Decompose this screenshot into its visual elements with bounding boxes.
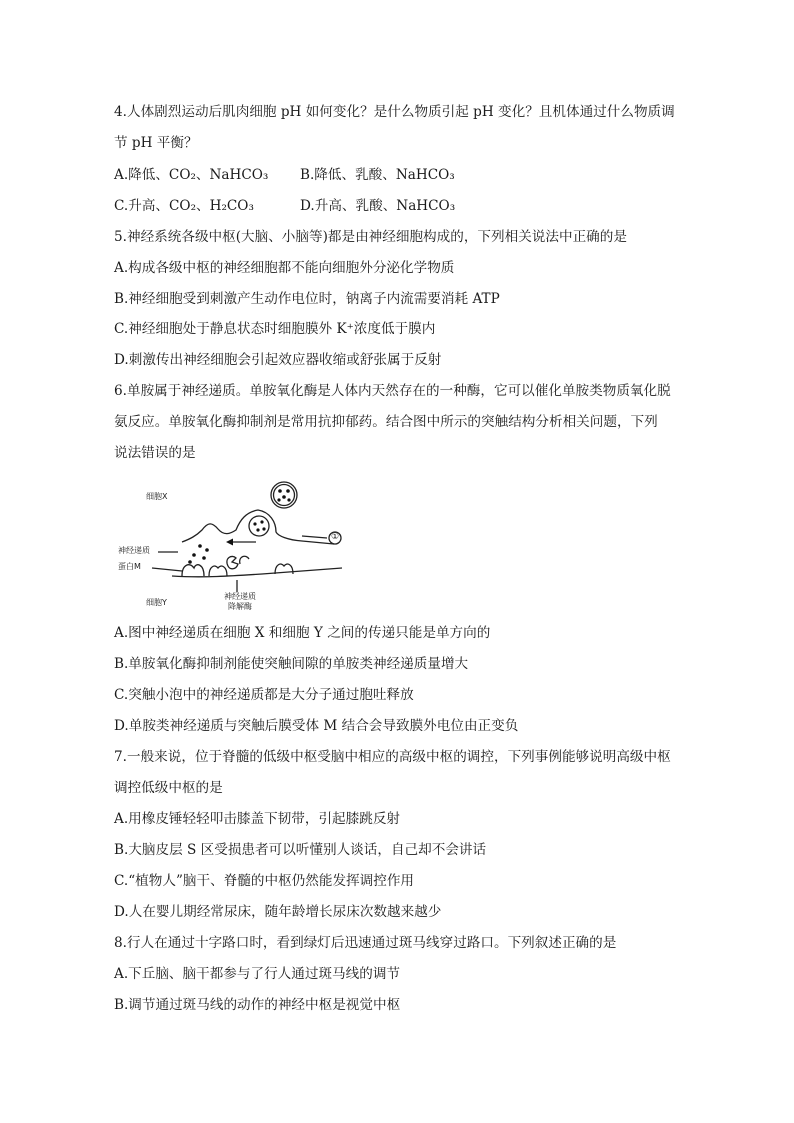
q5-option-d: D.刺激传出神经细胞会引起效应器收缩或舒张属于反射 xyxy=(114,352,442,368)
q5-option-c: C.神经细胞处于静息状态时细胞膜外 K⁺浓度低于膜内 xyxy=(114,321,436,337)
q8-stem: 8.行人在通过十字路口时，看到绿灯后迅速通过斑马线穿过路口。下列叙述正确的是 xyxy=(114,935,617,951)
q4-option-b: B.降低、乳酸、NaHCO₃ xyxy=(300,167,455,183)
label-neurotransmitter: 神经递质 xyxy=(118,546,150,555)
label-cell-y: 细胞Y xyxy=(146,598,167,607)
synapse-diagram xyxy=(112,476,360,618)
q5-option-a: A.构成各级中枢的神经细胞都不能向细胞外分泌化学物质 xyxy=(114,260,455,276)
q6-stem-line1: 6.单胺属于神经递质。单胺氧化酶是人体内天然存在的一种酶，它可以催化单胺类物质氧化脱 xyxy=(114,383,671,399)
q8-option-a: A.下丘脑、脑干都参与了行人通过斑马线的调节 xyxy=(114,966,401,982)
label-protein-m: 蛋白M xyxy=(118,562,141,571)
q6-stem-line3: 说法错误的是 xyxy=(114,445,196,461)
label-degrading-enzyme-line2: 降解酶 xyxy=(228,602,252,611)
q6-option-a: A.图中神经递质在细胞 X 和细胞 Y 之间的传递只能是单方向的 xyxy=(114,625,491,641)
q4-stem-line1: 4.人体剧烈运动后肌肉细胞 pH 如何变化？是什么物质引起 pH 变化？且机体通过什么物质调 xyxy=(114,104,675,120)
label-marker-1: ① xyxy=(331,532,340,542)
q5-option-b: B.神经细胞受到刺激产生动作电位时，钠离子内流需要消耗 ATP xyxy=(114,291,500,307)
q6-stem-line2: 氨反应。单胺氧化酶抑制剂是常用抗抑郁药。结合图中所示的突触结构分析相关问题，下列 xyxy=(114,414,658,430)
q4-stem-line2: 节 pH 平衡？ xyxy=(114,135,198,151)
q6-option-b: B.单胺氧化酶抑制剂能使突触间隙的单胺类神经递质量增大 xyxy=(114,656,469,672)
label-cell-x: 细胞X xyxy=(146,492,168,501)
q4-option-d: D.升高、乳酸、NaHCO₃ xyxy=(300,198,456,214)
q4-option-c: C.升高、CO₂、H₂CO₃ xyxy=(114,198,254,214)
q6-option-d: D.单胺类神经递质与突触后膜受体 M 结合会导致膜外电位由正变负 xyxy=(114,718,519,734)
q7-option-b: B.大脑皮层 S 区受损患者可以听懂别人谈话，自己却不会讲话 xyxy=(114,842,487,858)
q7-option-a: A.用橡皮锤轻轻叩击膝盖下韧带，引起膝跳反射 xyxy=(114,811,401,827)
q4-option-a: A.降低、CO₂、NaHCO₃ xyxy=(114,167,269,183)
q7-option-c: C.“植物人”脑干、脊髓的中枢仍然能发挥调控作用 xyxy=(114,873,415,889)
q5-stem: 5.神经系统各级中枢(大脑、小脑等)都是由神经细胞构成的，下列相关说法中正确的是 xyxy=(114,229,627,245)
q7-stem-line1: 7.一般来说，位于脊髓的低级中枢受脑中相应的高级中枢的调控，下列事例能够说明高级中枢 xyxy=(114,749,671,765)
q6-option-c: C.突触小泡中的神经递质都是大分子通过胞吐释放 xyxy=(114,687,414,703)
label-degrading-enzyme-line1: 神经递质 xyxy=(224,592,256,601)
q8-option-b: B.调节通过斑马线的动作的神经中枢是视觉中枢 xyxy=(114,997,401,1013)
q7-stem-line2: 调控低级中枢的是 xyxy=(114,780,223,796)
q7-option-d: D.人在婴儿期经常尿床，随年龄增长尿床次数越来越少 xyxy=(114,904,442,920)
